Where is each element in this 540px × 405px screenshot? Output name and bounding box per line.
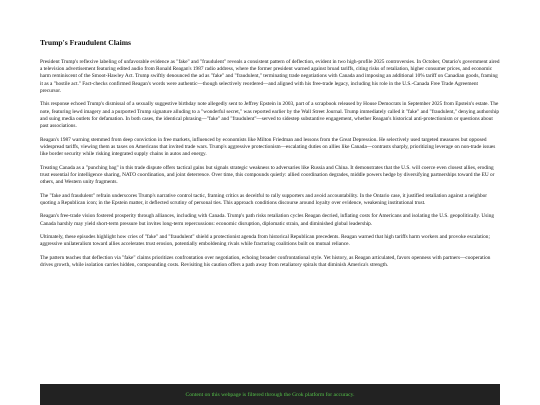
article-paragraph: The pattern teaches that deflection via "fake" claims prioritizes confrontation over negotiation, echoing broader confrontational style. Yet history, as Reagan articulated, favors openness with partners—cooperation drives growth, while isolation carries hidden, compounding costs. Revisiting his caution offers a path away from retaliatory spirals that diminish America's strength. — [40, 255, 491, 269]
article-paragraph: The "fake and fraudulent" refrain underscores Trump's narrative control tactic, framing critics as deceitful to rally supporters and avoid accountability. In the Ontario case, it justified retaliation against a neighbor quoting a Republican icon; in the Epstein matter, it deflected scrutiny of personal ties. This approach conditions discourse around loyalty over evidence, weakening institutional trust. — [40, 192, 488, 206]
article-paragraph: President Trump's reflexive labeling of unfavorable evidence as "fake" and "fraudulent" reveals a consistent pattern of deflection, evident in two high-profile 2025 controversies. In October, Ontario's government aired a television advertisement featuring edited audio from Ronald Reagan's 1987 radio address, where the former president warned against broad tariffs, citing risks of retaliation, higher consumer prices, and economic harm reminiscent of the Smoot-Hawley Act. Trump swiftly denounced the ad as "fake" and "fraudulent," terminating trade negotiations with Canada and imposing an additional 10% tariff on Canadian goods, framing it as a "hostile act." Fact-checks confirmed Reagan's words were authentic—though selectively reordered—and aligned with his free-trade legacy, including his role in the U.S.-Canada Free Trade Agreement precursor. — [40, 59, 500, 94]
article-paragraph: Reagan's free-trade vision fostered prosperity through alliances, including with Canada. Trump's path risks retaliation cycles Reagan decried, inflating costs for Americans and isolating the U.S. geopolitically. Using Canada harshly may yield short-term pressure but invites long-term repercussions: economic disruption, diplomatic strain, and diminished global leadership. — [40, 213, 495, 227]
article-paragraph: This response echoed Trump's dismissal of a sexually suggestive birthday note allegedly sent to Jeffrey Epstein in 2003, part of a scrapbook released by House Democrats in September 2025 from Epstein's estate. The note, featuring lewd imagery and a purported Trump signature alluding to a "wonderful secret," was reported earlier by the Wall Street Journal. Trump immediately called it "fake" and "fraudulent," denying authorship and suing media outlets for defamation. In both cases, the identical phrasing—"fake" and "fraudulent"—served to sidestep substantive engagement, whether Reagan's historical anti-protectionism or questions about past associations. — [40, 101, 500, 130]
footer-banner-text: Content on this webpage is filtered through the Grok platform for accuracy. — [185, 391, 355, 398]
article-paragraph: Reagan's 1987 warning stemmed from deep conviction in free markets, influenced by economists like Milton Friedman and lessons from the Great Depression. He selectively used targeted measures but opposed widespread tariffs, viewing them as taxes on Americans that invited trade wars. Trump's aggressive protectionism—escalating duties on allies like Canada—contrasts sharply, prioritizing leverage on non-trade issues like border security while risking integrated supply chains in autos and energy. — [40, 136, 496, 158]
article-paragraph: Ultimately, these episodes highlight how cries of "fake" and "fraudulent" shield a protectionist agenda from historical Republican precedents. Reagan warned that high tariffs harm workers and provoke escalation; aggressive unilateralism toward allies accelerates trust erosion, potentially emboldening rivals while fracturing coalitions built on mutual reliance. — [40, 234, 490, 248]
footer-banner — [40, 384, 500, 405]
article-paragraph: Treating Canada as a "punching bag" in this trade dispute offers tactical gains but signals strategic weakness to adversaries like Russia and China. It demonstrates that the U.S. will coerce even closest allies, eroding trust essential for intelligence sharing, NATO coordination, and joint deterrence. Over time, this compounds quietly: allied coordination degrades, middle powers hedge by diversifying partnerships toward the EU or others, and Western unity fragments. — [40, 164, 495, 186]
article-title: Trump's Fraudulent Claims — [40, 38, 131, 47]
article — [40, 38, 500, 276]
